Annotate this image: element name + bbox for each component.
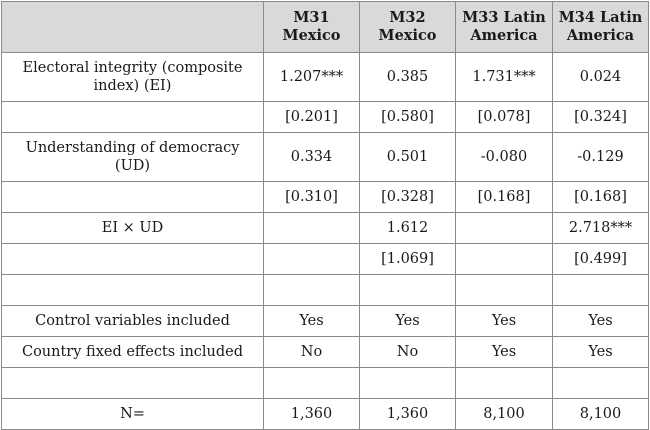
table-cell: Yes: [456, 306, 553, 337]
regression-table: [1, 1, 649, 430]
table-cell: 8,100: [456, 399, 553, 430]
row-label: [2, 368, 264, 399]
table-cell: No: [360, 337, 456, 368]
table-cell: 1.612: [360, 213, 456, 244]
row-label: Understanding of democracy (UD): [2, 133, 264, 182]
table-cell: 0.334: [264, 133, 360, 182]
table-cell: [456, 213, 553, 244]
table-cell: [0.499]: [553, 244, 649, 275]
table-cell: [456, 275, 553, 306]
table-cell: [0.328]: [360, 182, 456, 213]
table-cell: [0.310]: [264, 182, 360, 213]
row-label: Control variables included: [2, 306, 264, 337]
table-row: [2, 275, 649, 306]
table-cell: [0.324]: [553, 102, 649, 133]
table-cell: -0.080: [456, 133, 553, 182]
header-cell-4: M34 Latin America: [553, 2, 649, 53]
table-cell: 1,360: [264, 399, 360, 430]
row-label: [2, 182, 264, 213]
table-body: [2, 53, 649, 430]
table-cell: [360, 275, 456, 306]
table-cell: [264, 244, 360, 275]
table-cell: [264, 213, 360, 244]
table-row: [2, 244, 649, 275]
table-cell: Yes: [456, 337, 553, 368]
table-row: [2, 133, 649, 182]
row-label: [2, 275, 264, 306]
table-cell: Yes: [360, 306, 456, 337]
table-cell: [0.168]: [553, 182, 649, 213]
table-row: [2, 368, 649, 399]
table-row: [2, 102, 649, 133]
table-cell: Yes: [553, 337, 649, 368]
table-cell: 1.731***: [456, 53, 553, 102]
table-row: [2, 399, 649, 430]
table-row: [2, 337, 649, 368]
table-cell: [553, 368, 649, 399]
table-cell: 0.385: [360, 53, 456, 102]
table-cell: [456, 244, 553, 275]
table-cell: [456, 368, 553, 399]
table-cell: 1.207***: [264, 53, 360, 102]
table-cell: [360, 368, 456, 399]
table-row: [2, 53, 649, 102]
table-cell: [553, 275, 649, 306]
header-cell-2: M32 Mexico: [360, 2, 456, 53]
header-row: [2, 2, 649, 53]
row-label: Electoral integrity (composite index) (EI): [2, 53, 264, 102]
table-cell: 2.718***: [553, 213, 649, 244]
table-cell: 0.501: [360, 133, 456, 182]
table-cell: 8,100: [553, 399, 649, 430]
table-cell: [264, 368, 360, 399]
table-row: [2, 306, 649, 337]
row-label: Country fixed effects included: [2, 337, 264, 368]
header-cell-3: M33 Latin America: [456, 2, 553, 53]
table-cell: [0.078]: [456, 102, 553, 133]
table-cell: -0.129: [553, 133, 649, 182]
table-cell: 1,360: [360, 399, 456, 430]
header-cell-empty: [2, 2, 264, 53]
table-row: [2, 182, 649, 213]
row-label: N=: [2, 399, 264, 430]
table-row: [2, 213, 649, 244]
row-label: [2, 244, 264, 275]
table-cell: No: [264, 337, 360, 368]
row-label: [2, 102, 264, 133]
table-cell: 0.024: [553, 53, 649, 102]
table-cell: [0.168]: [456, 182, 553, 213]
row-label: EI × UD: [2, 213, 264, 244]
table-cell: [1.069]: [360, 244, 456, 275]
table-cell: Yes: [264, 306, 360, 337]
table-cell: [264, 275, 360, 306]
header-cell-1: M31 Mexico: [264, 2, 360, 53]
table-cell: [0.580]: [360, 102, 456, 133]
table-cell: Yes: [553, 306, 649, 337]
table-cell: [0.201]: [264, 102, 360, 133]
